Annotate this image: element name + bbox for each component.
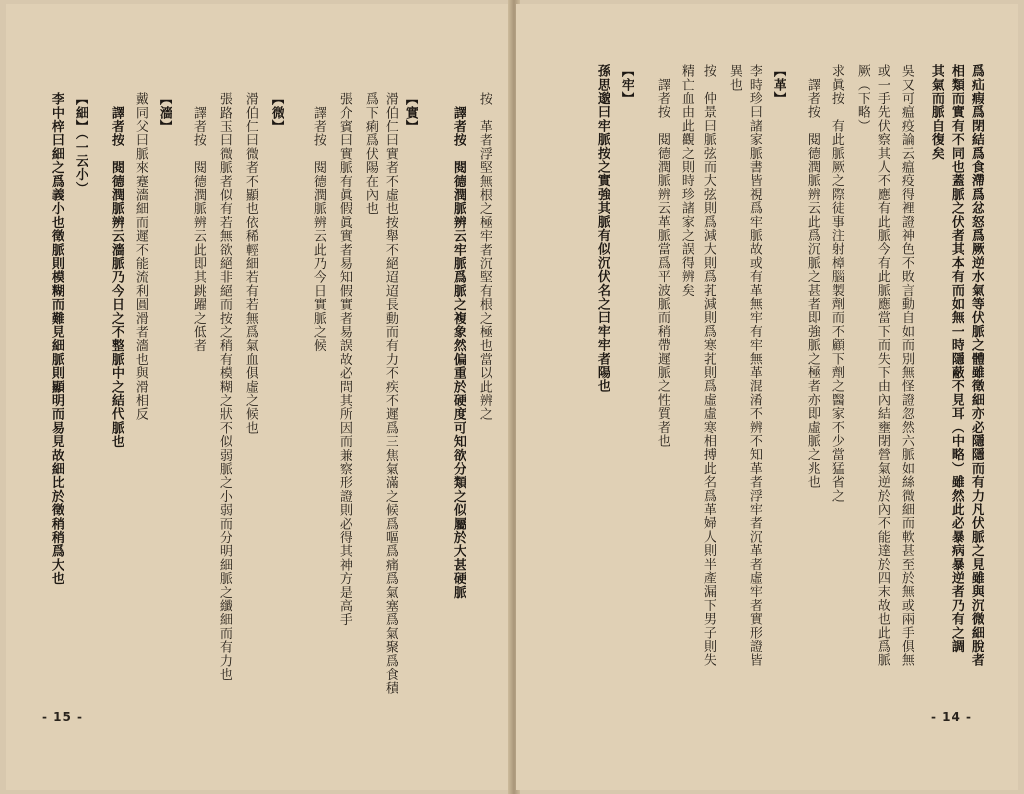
section-heading: 【微】 bbox=[269, 92, 284, 134]
text-column: 張路玉曰微脈者似有若無欲絕非絕而按之稍有模糊之狀不似弱脈之小弱而分明細脈之纖細而有力也 bbox=[217, 92, 232, 682]
text-column: 其氣而脈自復矣 bbox=[929, 64, 944, 160]
section-heading: 【牢】 bbox=[619, 64, 634, 106]
text-column: 相類而實有不同也蓋脈之伏者其本有而如無一時隱蔽不見耳（中略）雖然此必暴病暴逆者乃有之調 bbox=[949, 64, 964, 654]
text-column: 李中梓曰細之爲義小也徵脈則模糊而難見細脈則顯明而易見故細比於徵稍稍爲大也 bbox=[49, 92, 64, 586]
left-page bbox=[6, 4, 512, 790]
text-column: 異也 bbox=[727, 64, 742, 92]
text-column: 爲下痢爲伏陽在內也 bbox=[363, 92, 378, 216]
text-column: 譯者按 閱德潤脈辨云此即其跳躍之低者 bbox=[191, 92, 206, 353]
text-column: 譯者按 閱德潤脈辨云革脈當爲平波脈而稍帶遲脈之性質者也 bbox=[655, 64, 670, 448]
text-column: 譯者按 閱德潤脈辨云濇脈乃今日之不整脈中之結代脈也 bbox=[109, 92, 124, 449]
page-number-left: - 15 - bbox=[42, 710, 84, 724]
text-column: 孫思邈曰牢脈按之實強其脈有似沉伏名之曰牢牢者陽也 bbox=[595, 64, 610, 393]
section-heading: 【濇】 bbox=[157, 92, 172, 134]
text-column: 爲疝瘕爲閉結爲食滯爲忿怒爲厥逆水氣等伏脈之體雖徵細亦必隱隱而有力凡伏脈之見雖與沉微細脫者 bbox=[969, 64, 984, 667]
text-column: 譯者按 閱德潤脈辨云此爲沉脈之甚者即強脈之極者亦即虛脈之兆也 bbox=[805, 64, 820, 489]
text-column: 按 革者浮堅無根之極牢者沉堅有根之極也當以此辨之 bbox=[477, 92, 492, 421]
right-page bbox=[516, 4, 1018, 790]
text-column: 或一手先伏察其人不應有此脈今有此脈應當下而失下由內結壅閉營氣逆於內不能達於四末故也此爲脈 bbox=[875, 64, 890, 667]
text-column: 厥（下略） bbox=[855, 64, 870, 133]
section-heading: 【實】 bbox=[403, 92, 418, 134]
text-column: 滑伯仁曰實者不虛也按舉不絕迢迢長動而有力不疾不遲爲三焦氣滿之候爲嘔爲痛爲氣塞爲氣聚爲食積 bbox=[383, 92, 398, 695]
section-heading: 【革】 bbox=[771, 64, 786, 106]
text-column: 按 仲景曰脈弦而大弦則爲減大則爲芤減則爲寒芤則爲虛虛寒相搏此名爲革婦人則半產漏下男子則失 bbox=[701, 64, 716, 667]
text-column: 求眞按 有此脈厥之際徒事注射樟腦製劑而不顧下劑之醫家不少當猛省之 bbox=[829, 64, 844, 503]
text-column: 譯者按 閱德潤脈辨云此乃今日實脈之候 bbox=[311, 92, 326, 353]
text-column: 李時珍曰諸家脈書皆視爲牢脈故或有革無牢有牢無革混淆不辨不知革者浮牢者沉革者虛牢者實形證皆 bbox=[747, 64, 762, 667]
text-column: 精亡血由此觀之則時珍諸家之誤得辨矣 bbox=[679, 64, 694, 297]
page-number-right: - 14 - bbox=[930, 710, 972, 724]
section-heading: 【細】（一云小） bbox=[73, 92, 88, 195]
text-column: 譯者按 閱德潤脈辨云牢脈爲脈之複象然偏重於硬度可知欲分類之似屬於大甚硬脈 bbox=[451, 92, 466, 599]
text-column: 滑伯仁曰微者不顯也依稀輕細若有若無爲氣血俱虛之候也 bbox=[243, 92, 258, 435]
text-column: 張介賓曰實脈有眞假眞實者易知假實者易誤故必問其所因而兼察形證則必得其神方是高手 bbox=[337, 92, 352, 627]
text-column: 戴同父曰脈來蹇濇細而遲不能流利圓滑者濇也與滑相反 bbox=[133, 92, 148, 421]
text-column: 吳又可瘟疫論云瘟疫得裡證神色不敗言動自如而別無怪證忽然六脈如絲微細而軟甚至於無或兩手俱無 bbox=[899, 64, 914, 667]
